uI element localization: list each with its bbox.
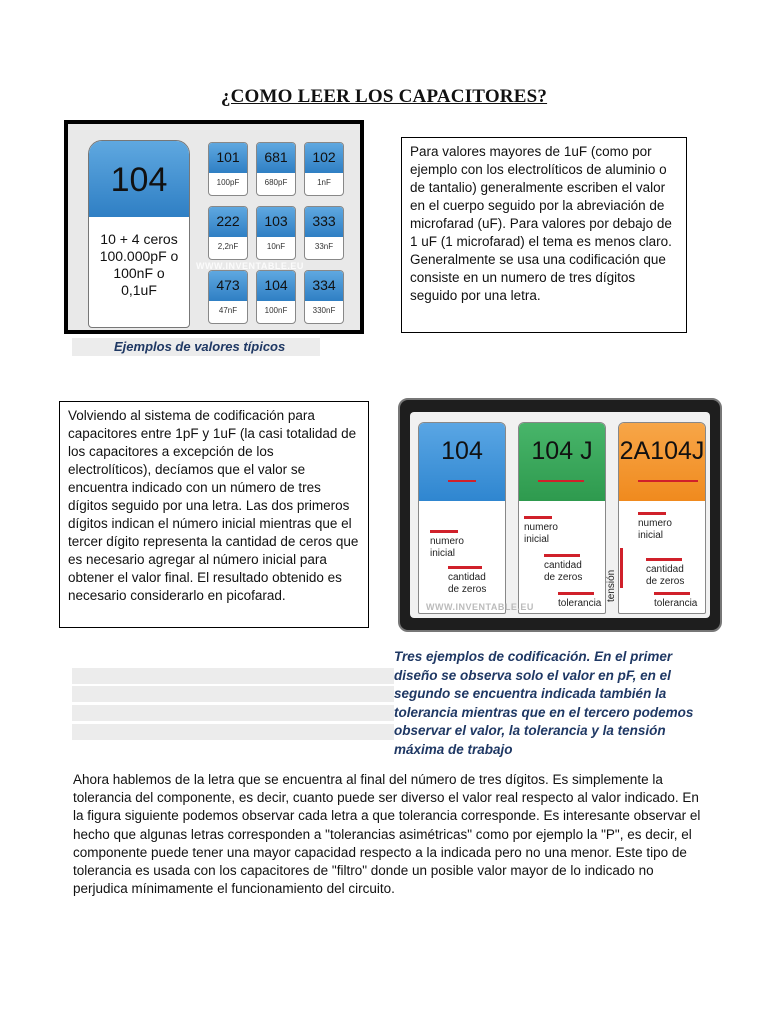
mini-capacitor: 333 33nF xyxy=(304,206,344,260)
label-numero-inicial: numero inicial xyxy=(430,536,464,559)
label-cantidad-de-zeros: cantidad de zeros xyxy=(448,572,487,595)
body-paragraph: Ahora hablemos de la letra que se encuentra al final del número de tres dígitos. Es simplemente la tolerancia del componente, es decir, cuanto puede ser diverso el valor real respecto al valor indicado. En la figura siguiente podemos observar cada letra a que tolerancia corresponde. Es interesante observar el hecho que algunas letras corresponden a "tolerancias asimétricas" como por ejemplo la "P", es decir, el componente puede tener una mayor capacidad respecto a la indicada pero no una menor. Este tipo de tolerancia es usada con los capacitores de "filtro" donde un posible valor mayor de lo indicado no perjudica mínimamente el funcionamiento del circuito. xyxy=(73,772,701,897)
mini-capacitor: 102 1nF xyxy=(304,142,344,196)
figure2-caption xyxy=(72,648,694,758)
big-capacitor-code: 104 xyxy=(110,161,168,199)
label-numero-inicial: numero inicial xyxy=(524,522,558,545)
label-cantidad-de-zeros: cantidad de zeros xyxy=(646,564,685,587)
label-tolerancia: tolerancia xyxy=(558,598,602,609)
mini-capacitor: 334 330nF xyxy=(304,270,344,324)
label-cantidad-de-zeros: cantidad de zeros xyxy=(544,560,583,583)
mini-capacitor: 681 680pF xyxy=(256,142,296,196)
big-capacitor xyxy=(88,140,190,328)
figure1-caption: Ejemplos de valores típicos xyxy=(72,338,320,356)
coding-capacitor-green: 104 J xyxy=(518,422,606,614)
watermark: WWW.INVENTABLE.EU xyxy=(196,261,304,271)
page-title: ¿COMO LEER LOS CAPACITORES? xyxy=(220,86,548,107)
text-box-large-values: Para valores mayores de 1uF (como por ejemplo con los electrolíticos de aluminio o de tantalio) generalmente escriben el valor en el cuerpo seguido por la abreviación de microfarad (uF). Para valores por debajo de 1 uF (1 microfarad) el tema es menos claro. Generalmente se usa una codificación que consiste en un numero de tres dígitos seguido por una letra. xyxy=(401,137,687,333)
mini-capacitor: 104 100nF xyxy=(256,270,296,324)
mini-capacitor: 101 100pF xyxy=(208,142,248,196)
coding-capacitor-orange: 2A104J xyxy=(618,422,706,614)
label-tension: tensión xyxy=(606,569,617,602)
mini-capacitor: 103 10nF xyxy=(256,206,296,260)
label-tolerancia: tolerancia xyxy=(654,598,698,609)
text-box-coding-system: Volviendo al sistema de codificación para capacitores entre 1pF y 1uF (la casi totalidad de los capacitores a excepción de los electrolíticos), decíamos que el valor se encuentra indicado con un número de tres dígitos seguido por una letra. Las dos primeros dígitos indican el número inicial mientras que el tercer dígito representa la cantidad de ceros que es necesario agregar al número inicial para obtener el valor final. El resultado obtenido es necesario considerarlo en picofarad. xyxy=(59,401,369,628)
mini-capacitor: 473 47nF xyxy=(208,270,248,324)
mini-capacitor: 222 2,2nF xyxy=(208,206,248,260)
coding-examples-figure xyxy=(398,398,722,632)
figure2-caption-text: Tres ejemplos de codificación. En el primer diseño se observa solo el valor en pF, en el segundo se encuentra indicada también la tolerancia mientras que en el tercero podemos observar el valor, la tolerancia y la tensión máxima de trabajo xyxy=(394,649,694,757)
watermark: WWW.INVENTABLE.EU xyxy=(426,602,534,612)
coding-capacitor-blue: 104 xyxy=(418,422,506,614)
label-numero-inicial: numero inicial xyxy=(638,518,672,541)
capacitor-values-figure xyxy=(64,120,364,334)
big-capacitor-description: 10 + 4 ceros 100.000pF o 100nF o 0,1uF xyxy=(99,231,179,298)
